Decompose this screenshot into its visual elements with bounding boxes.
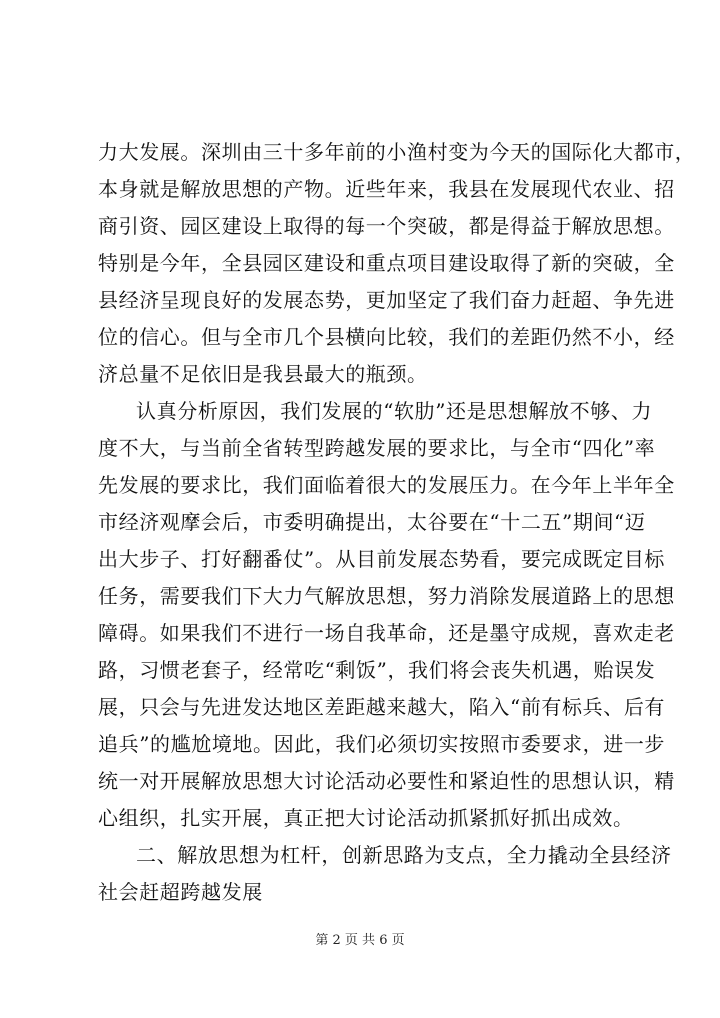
paragraph-1-line-4: 特别是今年，全县园区建设和重点项目建设取得了新的突破，全 [98, 251, 675, 275]
paragraph-2-line-8: 路，习惯老套子，经常吃“剩饭”，我们将会丧失机遇，贻误发 [98, 658, 656, 682]
paragraph-2-line-3: 先发展的要求比，我们面临着很大的发展压力。在今年上半年全 [98, 473, 675, 497]
paragraph-2-line-4: 市经济观摩会后，市委明确提出，太谷要在“十二五”期间“迈 [98, 510, 646, 534]
paragraph-2-line-2: 度不大，与当前全省转型跨越发展的要求比，与全市“四化”率 [98, 436, 656, 460]
paragraph-2-line-7: 障碍。如果我们不进行一场自我革命，还是墨守成规，喜欢走老 [98, 621, 675, 645]
paragraph-1-line-3: 商引资、园区建设上取得的每一个突破，都是得益于解放思想。 [98, 214, 675, 238]
page-number-footer: 第 2 页 共 6 页 [315, 933, 405, 948]
paragraph-2-line-1: 认真分析原因，我们发展的“软肋”还是思想解放不够、力 [136, 399, 653, 423]
paragraph-1-line-2: 本身就是解放思想的产物。近些年来，我县在发展现代农业、招 [98, 177, 675, 201]
paragraph-1-line-5: 县经济呈现良好的发展态势，更加坚定了我们奋力赶超、争先进 [98, 288, 675, 312]
paragraph-2-line-6: 任务，需要我们下大力气解放思想，努力消除发展道路上的思想 [98, 584, 675, 608]
paragraph-2-line-9: 展，只会与先进发达地区差距越来越大，陷入“前有标兵、后有 [98, 695, 666, 719]
paragraph-1-line-1: 力大发展。深圳由三十多年前的小渔村变为今天的国际化大都市， [98, 140, 696, 164]
section-heading-line-2: 社会赶超跨越发展 [98, 880, 263, 904]
paragraph-2-line-10: 追兵”的尴尬境地。因此，我们必须切实按照市委要求，进一步 [98, 732, 666, 756]
section-heading-line-1: 二、解放思想为杠杆，创新思路为支点，全力撬动全县经济 [136, 843, 672, 867]
paragraph-1-line-7: 济总量不足依旧是我县最大的瓶颈。 [98, 362, 428, 386]
paragraph-2-line-12: 心组织，扎实开展，真正把大讨论活动抓紧抓好抓出成效。 [98, 806, 634, 830]
paragraph-2-line-5: 出大步子、打好翻番仗”。从目前发展态势看，要完成既定目标 [98, 547, 666, 571]
paragraph-1-line-6: 位的信心。但与全市几个县横向比较，我们的差距仍然不小，经 [98, 325, 675, 349]
paragraph-2-line-11: 统一对开展解放思想大讨论活动必要性和紧迫性的思想认识，精 [98, 769, 675, 793]
